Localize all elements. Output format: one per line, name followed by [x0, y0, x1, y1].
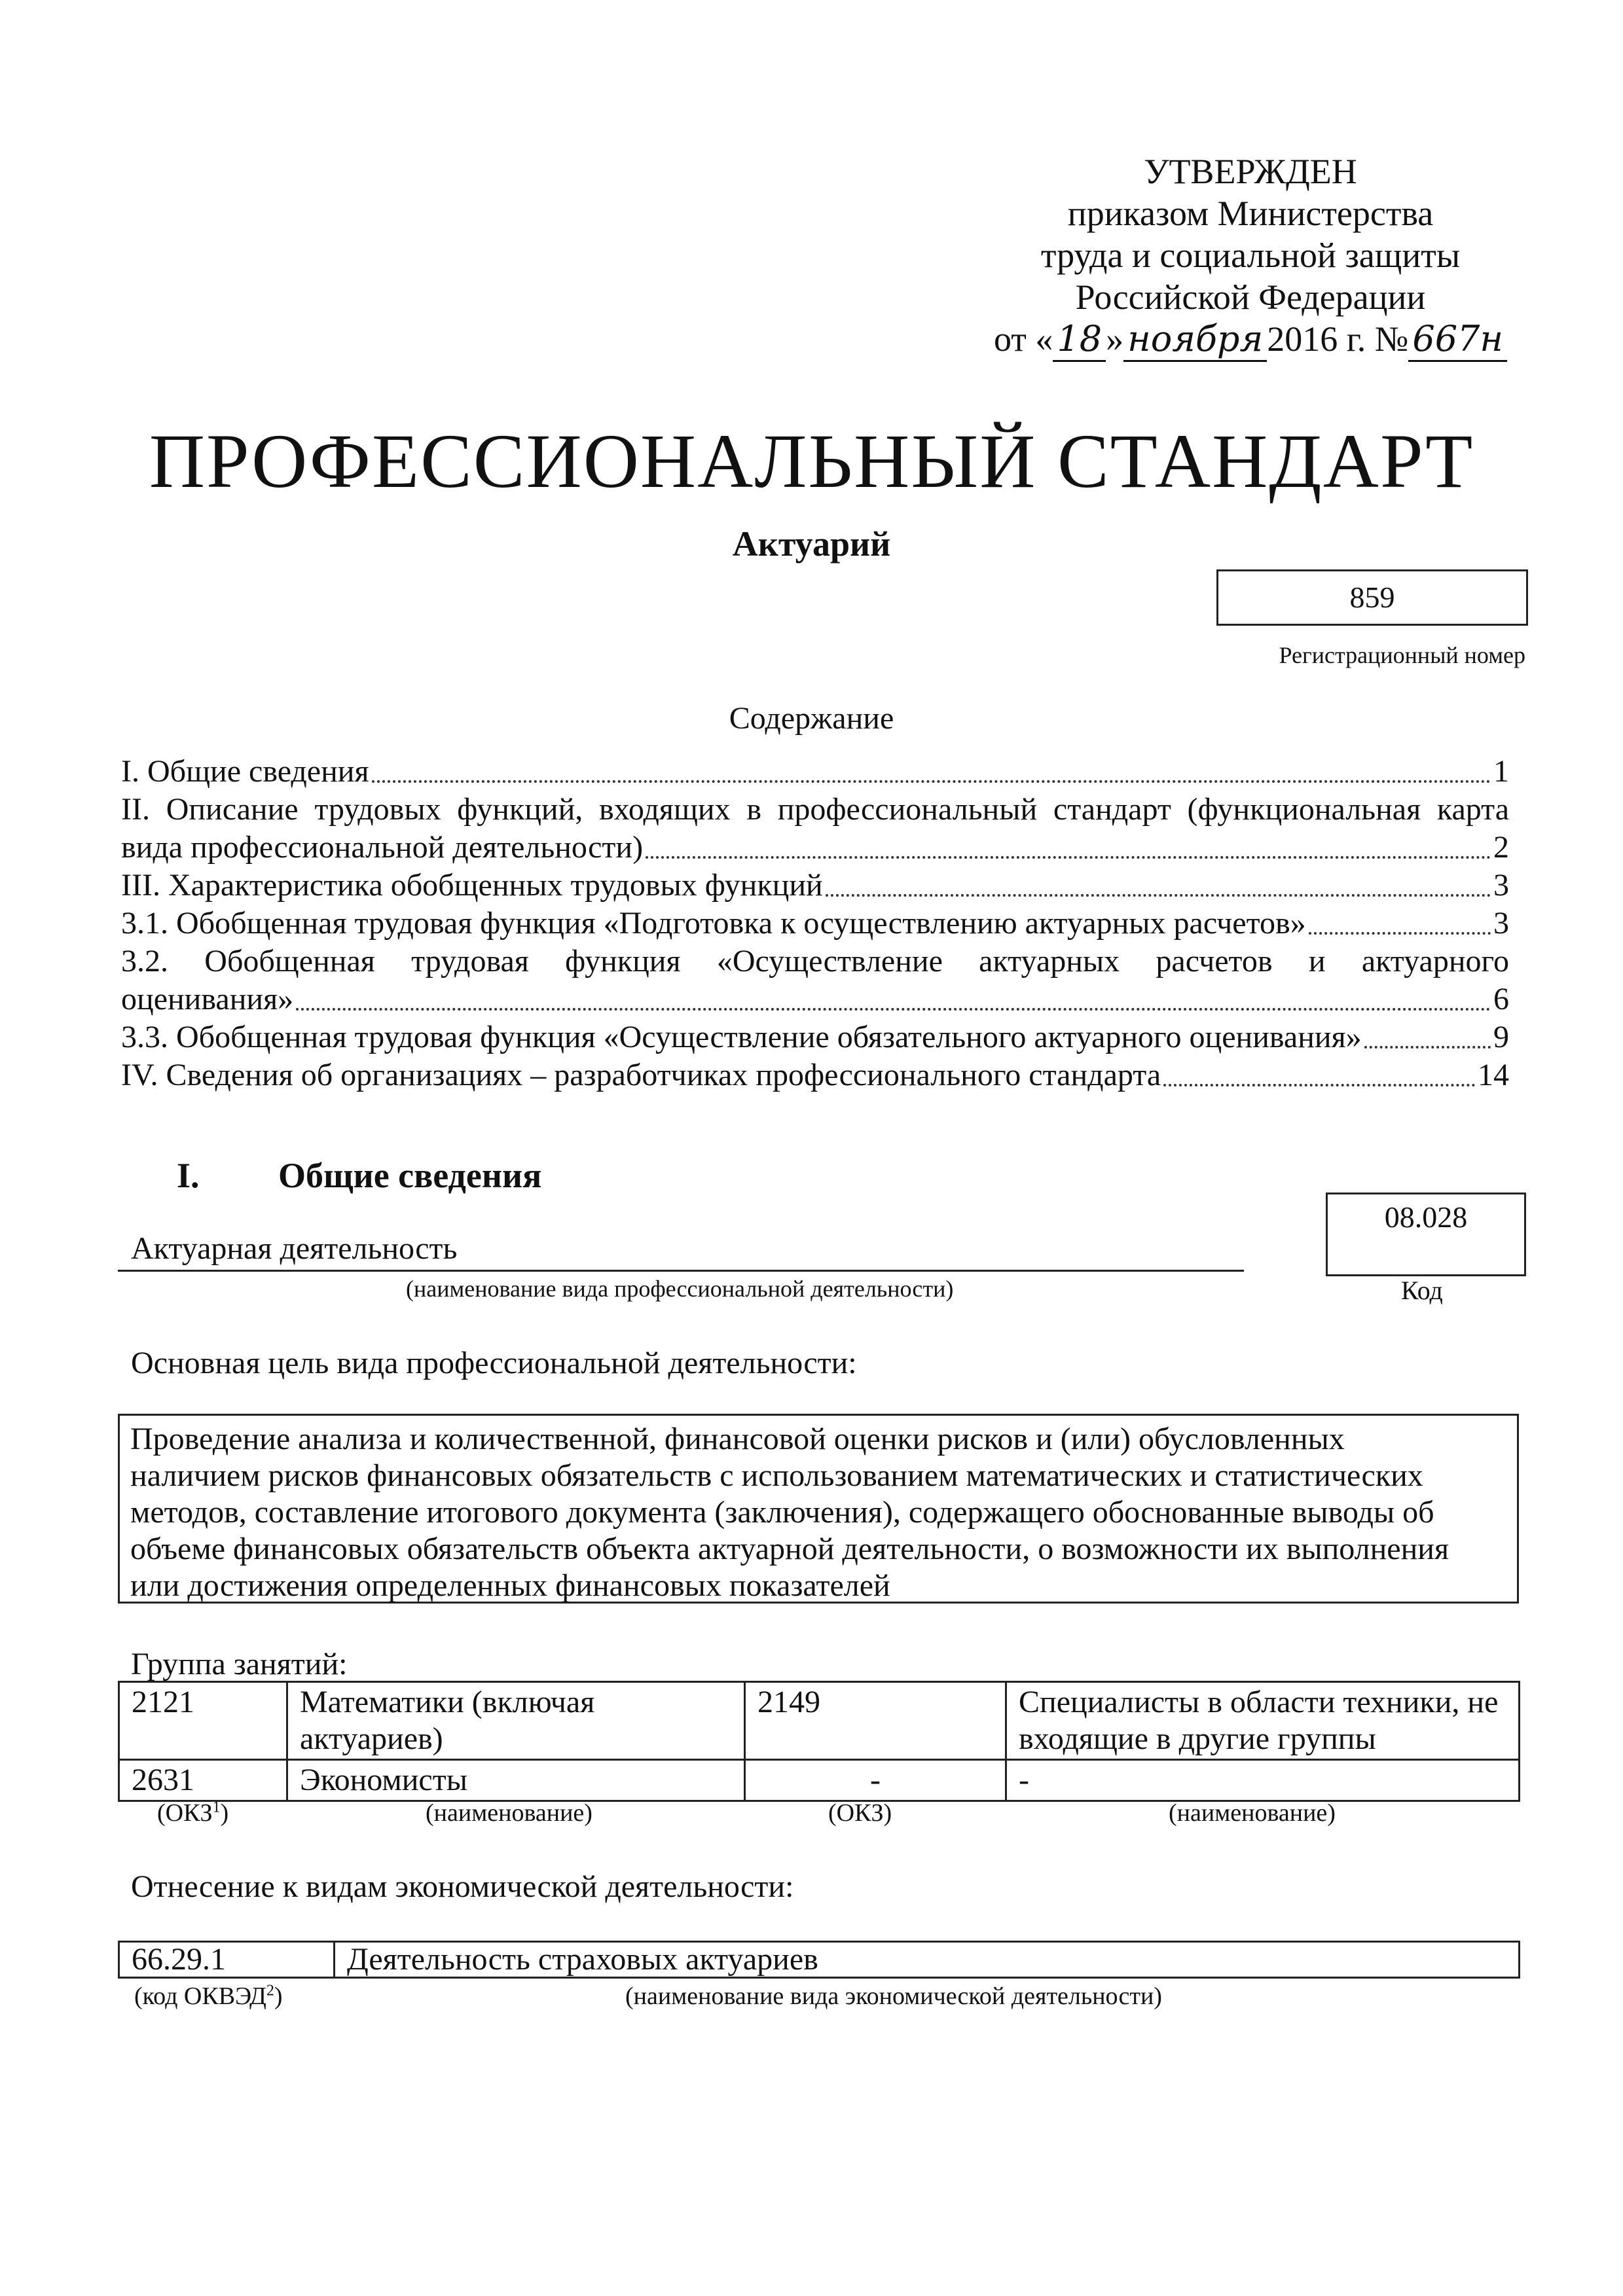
toc-item-page: 6: [1493, 982, 1509, 1016]
toc-item[interactable]: [121, 829, 1509, 867]
toc-item-text: 3.1. Обобщенная трудовая функция «Подготовка к осуществлению актуарных расчетов»: [121, 906, 1306, 941]
toc-item-text: IV. Сведения об организациях – разработчиках профессионального стандарта: [121, 1058, 1161, 1092]
toc-leader: [1163, 1084, 1475, 1086]
okved-caption-close: ): [274, 1982, 283, 2010]
toc-item-text-first-line: 3.2. Обобщенная трудовая функция «Осуществление актуарных расчетов и актуарного: [121, 944, 1509, 978]
order-number: 667н: [1408, 318, 1507, 362]
toc-leader: [826, 894, 1491, 897]
registration-number-label: Регистрационный номер: [1279, 642, 1525, 668]
goal-text-line: Проведение анализа и количественной, финансовой оценки рисков и (или) обусловленных: [130, 1422, 1345, 1456]
okz-code-cell: -: [745, 1760, 1006, 1801]
toc-leader: [646, 856, 1491, 859]
okz-name-cell: Математики (включая актуариев): [287, 1682, 745, 1760]
toc-item[interactable]: [121, 1056, 1509, 1094]
activity-underline: [118, 1270, 1244, 1272]
toc-item-page: 2: [1493, 830, 1509, 865]
approval-line4: Российской Федерации: [1075, 278, 1426, 317]
date-month: ноября: [1123, 318, 1267, 362]
okz-caption: (ОКЗ): [828, 1799, 892, 1827]
table-row: [119, 1942, 1520, 1978]
okz-caption: [157, 1799, 228, 1827]
goal-label: Основная цель вида профессиональной деятельности:: [131, 1346, 857, 1380]
okved-caption-text: (код ОКВЭД: [134, 1982, 266, 2010]
date-year: 2016 г. №: [1267, 319, 1409, 359]
toc-item-page: 3: [1493, 868, 1509, 903]
toc-item[interactable]: [121, 905, 1509, 942]
toc-item-page: 1: [1493, 754, 1509, 789]
approval-line3: труда и социальной защиты: [1040, 236, 1461, 275]
okz-caption-text: (ОКЗ: [157, 1799, 213, 1827]
table-row: [119, 1682, 1520, 1760]
footnote-marker[interactable]: 2: [266, 1982, 274, 2000]
okved-name-caption: (наименование вида экономической деятельности): [625, 1982, 1162, 2010]
okved-table: [118, 1941, 1520, 1979]
table-row: [119, 1760, 1520, 1801]
toc-leader: [296, 1008, 1491, 1011]
okz-name-cell: -: [1006, 1760, 1520, 1801]
date-day: 18: [1053, 318, 1106, 362]
name-caption: (наименование): [1169, 1799, 1336, 1827]
activity-code-box: 08.028: [1326, 1193, 1526, 1276]
approval-date-line: [930, 318, 1571, 362]
activity-caption: (наименование вида профессиональной деятельности): [406, 1276, 954, 1302]
goal-text-line: методов, составление итогового документа (заключения), содержащего обоснованные выводы об: [130, 1495, 1434, 1530]
footnote-marker[interactable]: 1: [212, 1799, 221, 1816]
goal-text-line: или достижения определенных финансовых показателей: [130, 1568, 890, 1603]
toc-item-text: 3.3. Обобщенная трудовая функция «Осуществление обязательного актуарного оценивания»: [121, 1020, 1362, 1054]
toc-item-text: I. Общие сведения: [121, 754, 369, 789]
table-of-contents: [121, 753, 1509, 1094]
section-number: I.: [177, 1156, 200, 1195]
toc-item-page: 3: [1493, 906, 1509, 941]
okved-code-cell: 66.29.1: [119, 1942, 335, 1978]
activity-name: Актуарная деятельность: [131, 1231, 458, 1266]
toc-item[interactable]: [121, 1018, 1509, 1056]
goal-text-line: объеме финансовых обязательств объекта актуарной деятельности, о возможности их выполнения: [130, 1532, 1450, 1566]
okz-code-cell: 2121: [119, 1682, 287, 1760]
approval-line2: приказом Министерства: [1067, 194, 1434, 233]
okz-name-cell: Специалисты в области техники, не входящие в другие группы: [1006, 1682, 1520, 1760]
toc-item[interactable]: [121, 867, 1509, 905]
toc-item-text-first-line: II. Описание трудовых функций, входящих в профессиональный стандарт (функциональная карта: [121, 792, 1509, 827]
toc-leader: [372, 780, 1491, 783]
date-prefix: от «: [994, 319, 1053, 359]
occupation-groups-table: [118, 1681, 1520, 1802]
okz-code-cell: 2149: [745, 1682, 1006, 1760]
okved-label: Отнесение к видам экономической деятельности:: [131, 1869, 794, 1904]
document-subtitle: Актуарий: [732, 524, 891, 564]
approval-block: [930, 151, 1571, 362]
okz-caption-close: ): [220, 1799, 229, 1827]
goal-box: [118, 1414, 1519, 1604]
okz-code-cell: 2631: [119, 1760, 287, 1801]
toc-leader: [1364, 1046, 1491, 1049]
okved-name-cell: Деятельность страховых актуариев: [335, 1942, 1520, 1978]
code-caption: Код: [1401, 1276, 1443, 1305]
toc-item[interactable]: [121, 980, 1509, 1018]
toc-item-text: III. Характеристика обобщенных трудовых функций: [121, 868, 823, 903]
name-caption: (наименование): [426, 1799, 593, 1827]
contents-heading: Содержание: [729, 701, 894, 736]
registration-number-box: 859: [1216, 569, 1528, 626]
okved-code-caption: [134, 1982, 283, 2011]
toc-item-text: оценивания»: [121, 982, 294, 1016]
toc-leader: [1309, 932, 1491, 935]
okz-name-cell: Экономисты: [287, 1760, 745, 1801]
document-title: ПРОФЕССИОНАЛЬНЫЙ СТАНДАРТ: [149, 418, 1474, 504]
goal-text-line: наличием рисков финансовых обязательств с использованием математических и статистических: [130, 1458, 1423, 1493]
toc-item-page: 14: [1478, 1058, 1509, 1092]
occupation-groups-label: Группа занятий:: [131, 1647, 348, 1681]
toc-item-page: 9: [1493, 1020, 1509, 1054]
toc-item-text: вида профессиональной деятельности): [121, 830, 644, 865]
date-mid: »: [1106, 319, 1124, 359]
toc-item[interactable]: [121, 753, 1509, 791]
approval-line1: УТВЕРЖДЕН: [1144, 152, 1357, 191]
section-title: Общие сведения: [278, 1156, 542, 1195]
